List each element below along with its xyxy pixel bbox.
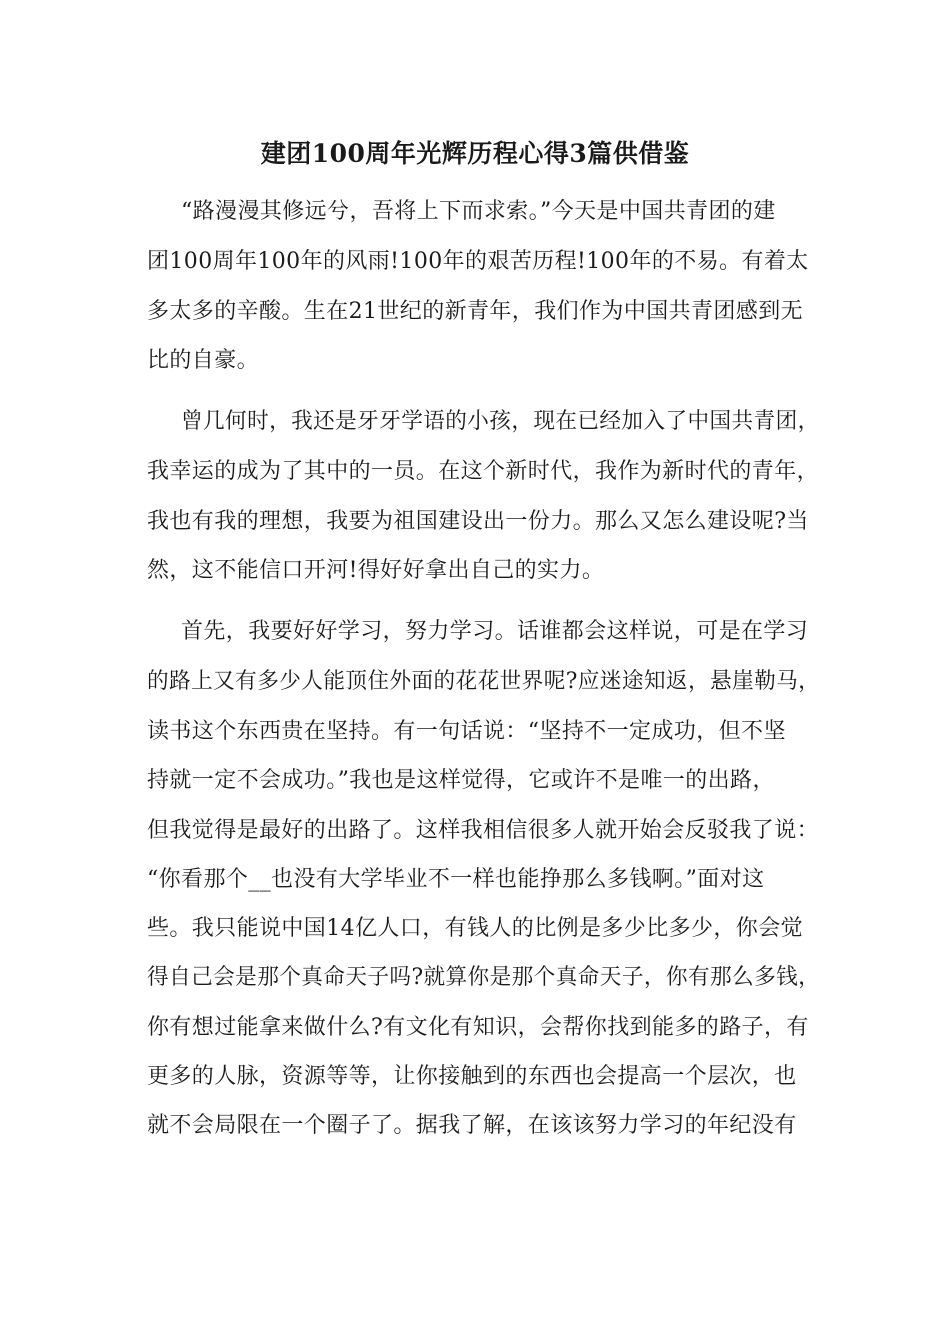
- paragraph-3-line-6: “你看那个__也没有大学毕业不一样也能挣那么多钱啊。”面对这: [147, 867, 765, 892]
- paragraph-3-line-2: 的路上又有多少人能顶住外面的花花世界呢?应迷途知返，悬崖勒马，: [147, 669, 821, 694]
- paragraph-1-line-1: “路漫漫其修远兮，吾将上下而求索。”今天是中国共青团的建: [181, 199, 776, 224]
- paragraph-3-line-5: 但我觉得是最好的出路了。这样我相信很多人就开始会反驳我了说：: [147, 818, 820, 843]
- paragraph-1-line-2: 团100周年100年的风雨!100年的艰苦历程!100年的不易。有着太: [147, 249, 809, 274]
- paragraph-1-line-3: 多太多的辛酸。生在21世纪的新青年，我们作为中国共青团感到无: [147, 299, 803, 324]
- paragraph-3-line-9: 你有想过能拿来做什么?有文化有知识，会帮你找到能多的路子，有: [147, 1015, 809, 1040]
- paragraph-3-line-1: 首先，我要好好学习，努力学习。话谁都会这样说，可是在学习: [181, 619, 809, 644]
- document-title: 建团100周年光辉历程心得3篇供借鉴: [260, 139, 690, 168]
- paragraph-3-line-10: 更多的人脉，资源等等，让你接触到的东西也会提高一个层次，也: [147, 1064, 797, 1089]
- paragraph-2-line-1: 曾几何时，我还是牙牙学语的小孩，现在已经加入了中国共青团，: [181, 409, 820, 434]
- paragraph-2-line-3: 我也有我的理想，我要为祖国建设出一份力。那么又怎么建设呢?当: [147, 509, 809, 534]
- paragraph-1-line-4: 比的自豪。: [147, 348, 260, 373]
- paragraph-3-line-3: 读书这个东西贵在坚持。有一句话说：“坚持不一定成功，但不坚: [147, 719, 786, 744]
- paragraph-3-line-4: 持就一定不会成功。”我也是这样觉得，它或许不是唯一的出路，: [147, 768, 775, 793]
- paragraph-3-line-7: 些。我只能说中国14亿人口，有钱人的比例是多少比多少，你会觉: [147, 916, 803, 941]
- paragraph-3-line-11: 就不会局限在一个圈子了。据我了解，在该该努力学习的年纪没有: [147, 1113, 797, 1138]
- paragraph-3-line-8: 得自己会是那个真命天子吗?就算你是那个真命天子，你有那么多钱，: [147, 965, 821, 990]
- paragraph-2-line-2: 我幸运的成为了其中的一员。在这个新时代，我作为新时代的青年，: [147, 459, 820, 484]
- paragraph-2-line-4: 然，这不能信口开河!得好好拿出自己的实力。: [147, 558, 605, 583]
